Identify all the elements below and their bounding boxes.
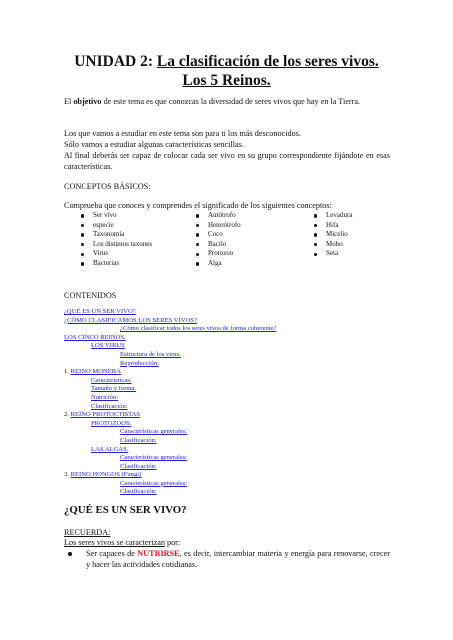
toc-link-hongos[interactable]: REINO HONGOS (Fungi) — [70, 471, 142, 479]
page-title — [40, 52, 413, 90]
concepts-heading: CONCEPTOS BÁSICOS: — [64, 182, 151, 191]
toc-number: 2. — [64, 411, 71, 419]
list-item: Los distintos taxones — [78, 240, 162, 250]
list-item: Protozoo — [193, 249, 283, 259]
toc-number: 1. — [64, 368, 71, 376]
section-heading: ¿QUÉ ES UN SER VIVO? — [64, 504, 187, 516]
toc-link-que-es[interactable]: ¿QUÉ ES UN SER VIVO? — [64, 308, 136, 315]
toc-link-monera[interactable]: REINO MONERA — [70, 368, 121, 376]
list-item: Heterótrofo — [193, 221, 283, 231]
intro-line-1: Los que vamos a estudiar en este tema son para ti los más desconocidos. — [64, 129, 301, 138]
toc-link-algas-clasificacion[interactable]: Clasificación: — [120, 462, 157, 470]
table-of-contents — [64, 308, 276, 497]
bullet-post: , es decir, intercambiar materia y energía para renovarse, crecer y hacer las actividades cotidianas. — [86, 549, 390, 569]
toc-link-protoctistas[interactable]: REINO PROTOCTISTAS — [70, 411, 141, 419]
toc-link-protozoos-clasificacion[interactable]: Clasificación: — [120, 436, 157, 444]
toc-link-protozoos-caracteristicas[interactable]: Características generales: — [120, 428, 188, 436]
intro-line-3: Al final deberás ser capaz de colocar cada ser vivo en su grupo correspondiente fijándote en esas características. — [64, 151, 390, 171]
toc-link-monera-tamano[interactable]: Tamaño y forma. — [91, 385, 137, 393]
contents-heading: CONTENIDOS — [64, 291, 117, 300]
list-item: Moho — [311, 240, 391, 250]
concepts-column-1 — [78, 211, 162, 269]
list-item: Alga — [193, 259, 283, 269]
bullet-icon — [68, 552, 72, 556]
concepts-column-2 — [193, 211, 283, 269]
list-item: Ser vivo — [78, 211, 162, 221]
toc-link-hongos-clasificacion[interactable]: Clasificación: — [120, 488, 157, 496]
title-line2: Los 5 Reinos. — [182, 72, 271, 89]
list-item: Levadura — [311, 211, 391, 221]
toc-link-monera-clasificacion[interactable]: Clasificación: — [91, 402, 128, 410]
toc-link-como-clasificar[interactable]: ¿Cómo clasificar todos los seres vivos de forma coherente? — [120, 325, 277, 333]
list-item: Micelio — [311, 230, 391, 240]
toc-link-protozoos[interactable]: PROTOZOOS. — [91, 419, 132, 427]
list-item: Autótrofo — [193, 211, 283, 221]
title-unit: UNIDAD 2: — [74, 53, 154, 70]
objective-bold: objetivo — [73, 97, 102, 106]
toc-link-algas[interactable]: LAS ALGAS. — [91, 445, 129, 453]
list-item: Bacterias — [78, 259, 162, 269]
objective-paragraph — [64, 97, 390, 108]
list-item: Coco — [193, 230, 283, 240]
bullet-pre: Ser capaces de — [86, 549, 138, 558]
list-item: Seta — [311, 249, 391, 259]
section-subheading — [64, 538, 390, 549]
toc-link-virus-reproduccion[interactable]: Reproducción: — [120, 359, 159, 367]
toc-link-monera-nutricion[interactable]: Nutrición: — [91, 393, 119, 401]
title-line1: La clasificación de los seres vivos. — [156, 53, 379, 70]
bullet-emphasis: NUTRIRSE — [137, 549, 180, 558]
objective-post: de este tema es que conozcas la diversidad de seres vivos que hay en la Tierra. — [101, 97, 361, 106]
subheading-underlined: Los seres vivos se caracterizan — [64, 538, 165, 547]
toc-link-cinco-reinos[interactable]: LOS CINCO REINOS. — [64, 333, 126, 341]
list-item: Virus — [78, 249, 162, 259]
toc-link-virus-estructura[interactable]: Estructura de los virus. — [120, 350, 181, 358]
objective-pre: El — [64, 97, 74, 106]
list-item: Taxonomía — [78, 230, 162, 240]
list-item: Hifa — [311, 221, 391, 231]
list-item — [64, 549, 390, 571]
toc-link-algas-caracteristicas[interactable]: Características generales: — [120, 454, 188, 462]
concepts-prompt: Comprueba que conoces y comprendes el significado de los siguientes conceptos: — [64, 201, 332, 210]
toc-number: 3. — [64, 471, 71, 479]
list-item: especie — [78, 221, 162, 231]
toc-link-hongos-caracteristicas[interactable]: Características generales: — [120, 479, 188, 487]
intro-line-2: Sólo vamos a estudiar algunas características sencillas. — [64, 140, 244, 149]
toc-link-virus[interactable]: LOS VIRUS — [91, 342, 125, 350]
recuerda-label: RECUERDA: — [64, 528, 111, 537]
toc-link-como-clasificamos[interactable]: ¿CÓMO CLASIFICAMOS LOS SERES VIVOS? — [64, 316, 197, 324]
toc-link-monera-caracteristicas[interactable]: Características: — [91, 376, 132, 384]
list-item: Bacilo — [193, 240, 283, 250]
subheading-tail: por: — [164, 538, 181, 547]
concepts-column-3 — [311, 211, 391, 259]
